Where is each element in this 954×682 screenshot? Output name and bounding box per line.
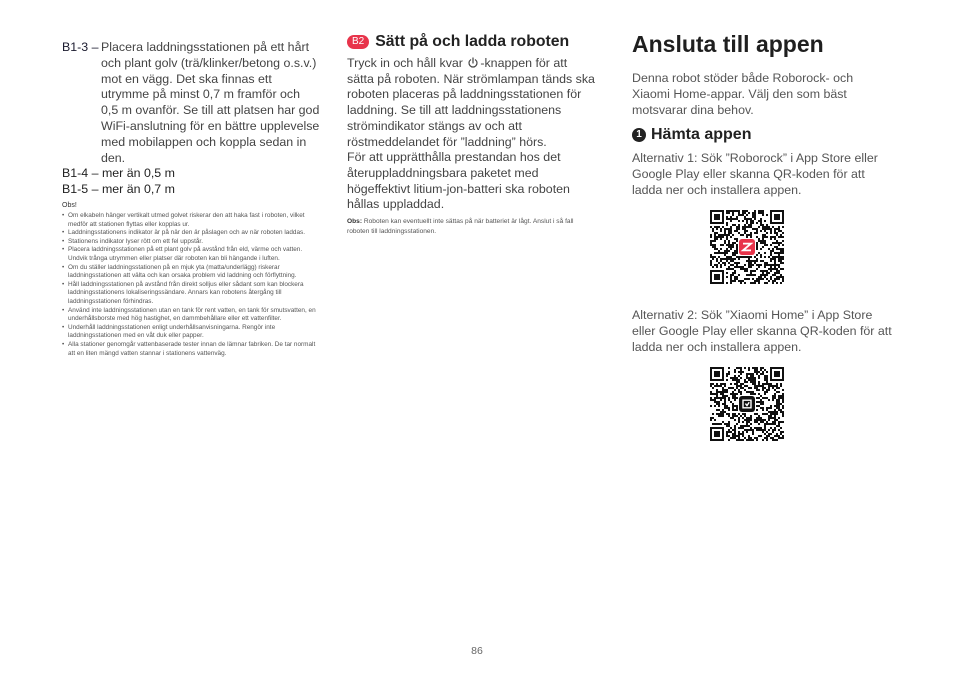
alternative-1-text: Alternativ 1: Sök ”Roborock” i App Store eller Google Play eller skanna QR-koden för att ladda ner och installera appen. (632, 151, 878, 197)
b2-p1-before: Tryck in och håll kvar (347, 56, 467, 70)
alternative-2-text: Alternativ 2: Sök ”Xiaomi Home” i App Store eller Google Play eller skanna QR-koden för att ladda ner och installera appen. (632, 308, 892, 354)
note-item: • Om du ställer laddningsstationen på en mjuk yta (matta/underlägg) riskerar laddningsstationen att välta och kan orsaka problem vid laddning och förflyttning. (62, 264, 320, 281)
step-number-icon: 1 (632, 128, 646, 142)
b2-note-text: Roboten kan eventuellt inte sättas på när batteriet är lågt. Anslut i så fall roboten till laddningsstationen. (347, 218, 574, 235)
page-number: 86 (471, 645, 483, 657)
xiaomi-home-logo-icon (739, 396, 755, 412)
note-item: • Placera laddningsstationen på ett plant golv på avstånd från eld, värme och vatten. Undvik trånga utrymmen eller platser där roboten kan bli hängande i luften. (62, 246, 320, 263)
step-title: Hämta appen (651, 126, 752, 143)
b2-heading (347, 33, 569, 51)
b2-body (347, 56, 595, 213)
note-item: • Laddningsstationens indikator är på när den är påslagen och av när roboten laddas. (62, 229, 320, 238)
notes-list (62, 212, 320, 358)
note-item: • Om elkabeln hänger vertikalt utmed golvet riskerar den att haka fast i roboten, vilket medför att stationen flyttas eller kopplas ur. (62, 212, 320, 229)
roborock-qr-code (710, 210, 784, 284)
b1-3-label: B1-3 – (62, 40, 99, 54)
note-item: • Stationens indikator lyser rött om ett fel uppstår. (62, 238, 320, 247)
b2-paragraph-1 (347, 56, 595, 150)
power-icon (467, 57, 479, 69)
b2-note (347, 217, 597, 237)
note-item: • Använd inte laddningsstationen utan en tank för rent vatten, en tank för smutsvatten, en underhållsborste med hög hastighet, en dammbehållare eller ett vattenfilter. (62, 307, 320, 324)
note-item: • Håll laddningsstationen på avstånd från direkt solljus eller sådant som kan blockera laddningsstationens lokaliseringssändare. Annars kan robotens återgång till laddningsstationen förhindras. (62, 281, 320, 307)
b2-title: Sätt på och ladda roboten (375, 33, 570, 50)
obs-heading: Obs! (62, 202, 77, 209)
b2-paragraph-2: För att upprätthålla prestandan hos det återuppladdningsbara paketet med högeffektivt litium-jon-batteri ska roboten hållas uppladdad. (347, 150, 570, 212)
b1-4-distance: B1-4 – mer än 0,5 m (62, 166, 175, 180)
note-item: • Underhåll laddningsstationen enligt underhållsanvisningarna. Rengör inte laddningsstationen med en våt duk eller papper. (62, 324, 320, 341)
xiaomi-home-qr-code (710, 367, 784, 441)
b2-note-label: Obs: (347, 218, 363, 225)
section-title: Ansluta till appen (632, 31, 824, 57)
intro-text: Denna robot stöder både Roborock- och Xiaomi Home-appar. Välj den som bäst motsvarar dina behov. (632, 71, 854, 117)
note-item: • Alla stationer genomgår vattenbaserade tester innan de lämnar fabriken. De tar normalt att en liten mängd vatten stannar i stationens vattenväg. (62, 341, 320, 358)
b2-badge: B2 (347, 35, 369, 49)
b1-5-distance: B1-5 – mer än 0,7 m (62, 182, 175, 196)
b1-3-text: Placera laddningsstationen på ett hårt och plant golv (trä/klinker/betong o.s.v.) mot en vägg. Det ska finnas ett utrymme på minst 0,7 m framför och 0,5 m ovanför. Se till att platsen har god WiFi-anslutning för en bättre upplevelse med mobilappen och koppla sedan in den. (101, 40, 320, 165)
b1-3-item (62, 40, 320, 166)
step-heading (632, 126, 751, 144)
b2-p1-after: -knappen för att sätta på roboten. När strömlampan tänds ska roboten placeras på laddningsstationen för laddning. Se till att laddningsstationens strömindikator stängs av och att röstmeddelandet för ”laddning” hörs. (347, 56, 595, 149)
